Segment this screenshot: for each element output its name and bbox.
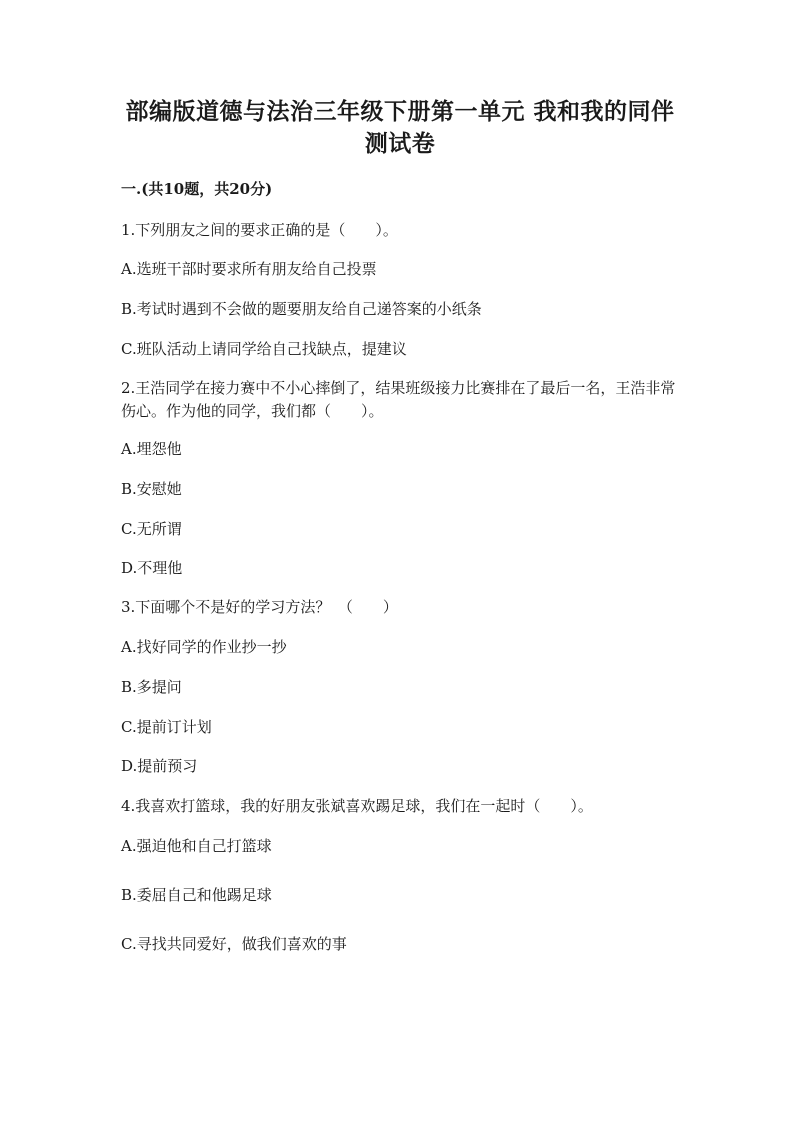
question-4-option-b: B.委屈自己和他踢足球	[121, 886, 272, 904]
question-3-option-c: C.提前订计划	[121, 718, 212, 736]
question-3-option-b: B.多提问	[121, 678, 182, 696]
question-2-option-d: D.不理他	[121, 559, 183, 577]
question-2-stem: 2.王浩同学在接力赛中不小心摔倒了，结果班级接力比赛排在了最后一名，王浩非常伤心。作为他的同学，我们都（ ）。	[121, 379, 676, 420]
question-1-option-a: A.选班干部时要求所有朋友给自己投票	[121, 260, 377, 278]
question-2-option-a: A.埋怨他	[121, 440, 182, 458]
question-1-stem: 1.下列朋友之间的要求正确的是（ ）。	[121, 221, 398, 239]
question-4-option-a: A.强迫他和自己打篮球	[121, 837, 272, 855]
question-3-option-d: D.提前预习	[121, 757, 198, 775]
page-title: 部编版道德与法治三年级下册第一单元 我和我的同伴 测试卷	[125, 98, 675, 157]
question-3-option-a: A.找好同学的作业抄一抄	[121, 638, 287, 656]
question-1-option-b: B.考试时遇到不会做的题要朋友给自己递答案的小纸条	[121, 300, 482, 318]
question-1-option-c: C.班队活动上请同学给自己找缺点，提建议	[121, 340, 407, 358]
question-4-stem: 4.我喜欢打篮球，我的好朋友张斌喜欢踢足球，我们在一起时（ ）。	[121, 797, 593, 815]
question-2-option-c: C.无所谓	[121, 520, 182, 538]
section-heading: 一.(共10题，共20分)	[121, 180, 273, 198]
question-2-option-b: B.安慰她	[121, 480, 182, 498]
question-3-stem: 3.下面哪个不是好的学习方法？ （ ）	[121, 598, 398, 616]
question-4-option-c: C.寻找共同爱好，做我们喜欢的事	[121, 935, 347, 953]
